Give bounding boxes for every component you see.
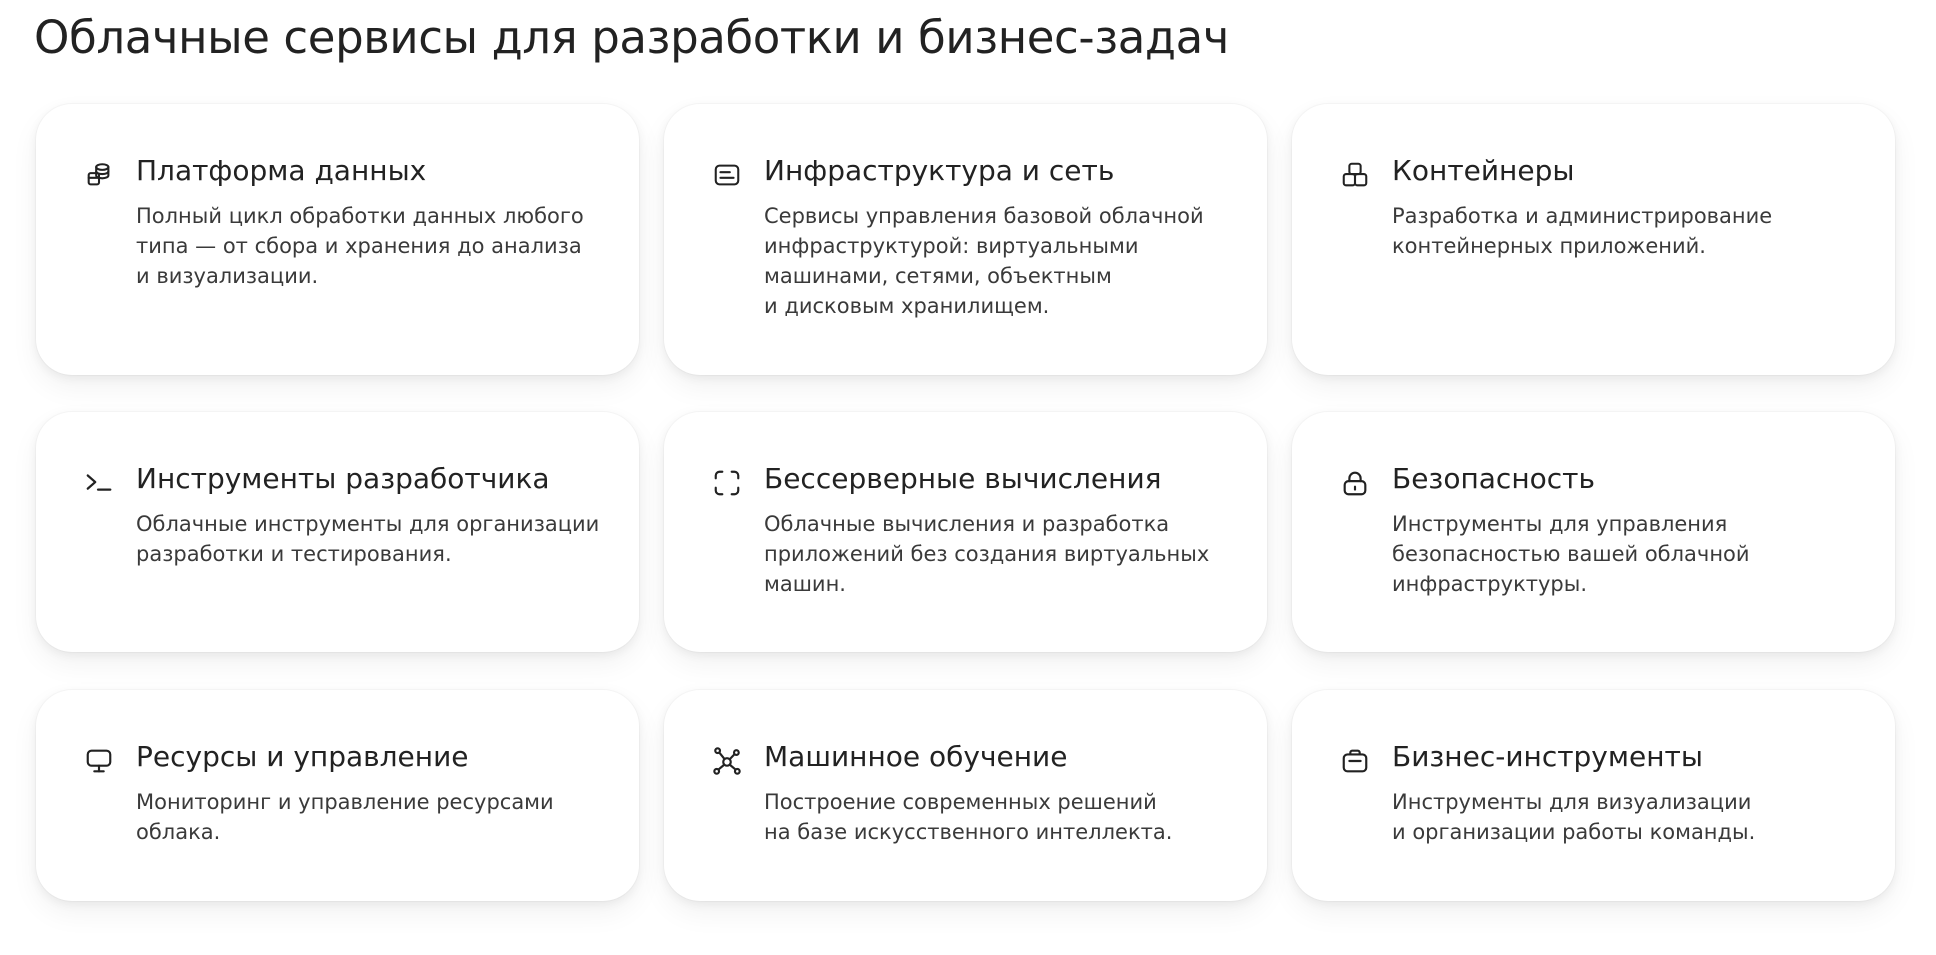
card-title: Машинное обучение xyxy=(764,740,1068,773)
monitor-icon xyxy=(83,745,115,777)
card-description: Построение современных решений на базе искусственного интеллекта. xyxy=(764,790,1173,844)
terminal-icon xyxy=(83,467,115,499)
serverless-frame-icon xyxy=(711,467,743,499)
card-description: Инструменты для управления безопасностью вашей облачной инфраструктуры. xyxy=(1392,512,1750,596)
service-card-data-platform[interactable] xyxy=(36,104,639,375)
card-description: Мониторинг и управление ресурсами облака. xyxy=(136,790,554,844)
card-description: Инструменты для визуализации и организации работы команды. xyxy=(1392,790,1756,844)
service-card-security[interactable] xyxy=(1292,412,1895,652)
service-card-containers[interactable] xyxy=(1292,104,1895,375)
card-description: Полный цикл обработки данных любого типа — от сбора и хранения до анализа и визуализации. xyxy=(136,204,584,288)
card-title: Платформа данных xyxy=(136,154,427,187)
page-title: Облачные сервисы для разработки и бизнес-задач xyxy=(34,11,1229,64)
server-card-icon xyxy=(711,159,743,191)
card-description: Облачные вычисления и разработка приложений без создания виртуальных машин. xyxy=(764,512,1210,596)
service-card-business-tools[interactable] xyxy=(1292,690,1895,901)
service-card-resources[interactable] xyxy=(36,690,639,901)
card-description: Разработка и администрирование контейнерных приложений. xyxy=(1392,204,1773,258)
card-title: Инфраструктура и сеть xyxy=(764,154,1115,187)
card-title: Контейнеры xyxy=(1392,154,1575,187)
card-description: Сервисы управления базовой облачной инфраструктурой: виртуальными машинами, сетями, объектным и дисковым хранилищем. xyxy=(764,204,1204,318)
card-title: Бессерверные вычисления xyxy=(764,462,1162,495)
card-title: Инструменты разработчика xyxy=(136,462,550,495)
ml-network-icon xyxy=(711,745,743,777)
service-card-infrastructure[interactable] xyxy=(664,104,1267,375)
card-description: Облачные инструменты для организации разработки и тестирования. xyxy=(136,512,600,566)
card-title: Бизнес-инструменты xyxy=(1392,740,1703,773)
card-title: Ресурсы и управление xyxy=(136,740,469,773)
service-card-grid xyxy=(36,104,1896,904)
service-card-developer-tools[interactable] xyxy=(36,412,639,652)
lock-icon xyxy=(1339,467,1371,499)
containers-icon xyxy=(1339,159,1371,191)
service-card-machine-learning[interactable] xyxy=(664,690,1267,901)
service-card-serverless[interactable] xyxy=(664,412,1267,652)
database-icon xyxy=(83,159,115,191)
briefcase-icon xyxy=(1339,745,1371,777)
card-title: Безопасность xyxy=(1392,462,1595,495)
